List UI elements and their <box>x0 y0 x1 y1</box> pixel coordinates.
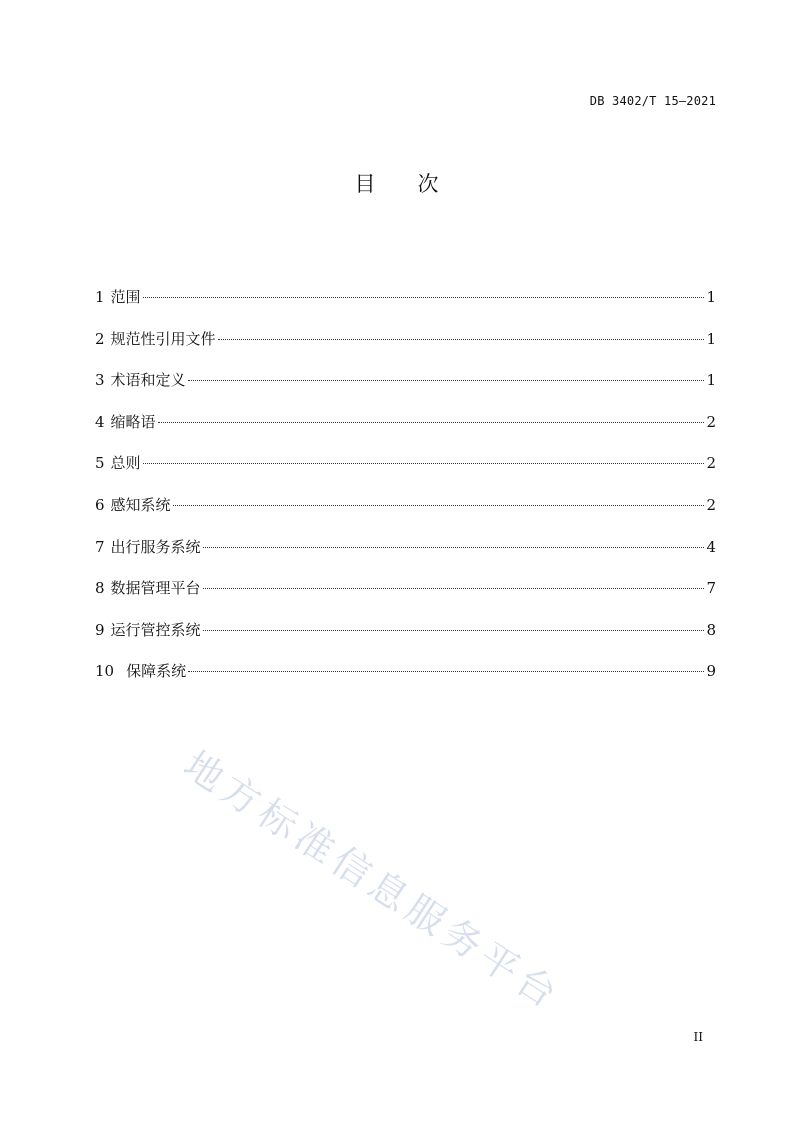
toc-dot-leader <box>188 671 704 672</box>
toc-dot-leader <box>143 297 705 298</box>
toc-dot-leader <box>203 588 705 589</box>
toc-entry-page: 2 <box>706 495 716 514</box>
toc-list <box>95 284 716 700</box>
toc-entry-page: 2 <box>706 412 716 431</box>
toc-entry-label: 范围 <box>110 288 141 306</box>
toc-entry-abbreviations[interactable] <box>95 409 716 451</box>
toc-entry-number: 9 <box>95 620 105 639</box>
toc-entry-scope[interactable] <box>95 284 716 326</box>
toc-entry-number: 3 <box>95 371 105 390</box>
toc-entry-number: 10 <box>95 662 115 681</box>
toc-entry-page: 9 <box>706 662 716 681</box>
toc-entry-number: 8 <box>95 579 105 598</box>
toc-dot-leader <box>143 463 705 464</box>
toc-entry-terms-definitions[interactable] <box>95 367 716 409</box>
toc-entry-page: 1 <box>706 371 716 390</box>
toc-entry-page: 2 <box>706 454 716 473</box>
page-number: II <box>693 1030 703 1044</box>
toc-entry-page: 7 <box>706 579 716 598</box>
toc-entry-support-system[interactable] <box>95 658 716 700</box>
toc-entry-page: 1 <box>706 329 716 348</box>
toc-entry-label: 数据管理平台 <box>110 579 201 598</box>
toc-dot-leader <box>188 380 705 381</box>
toc-entry-general[interactable] <box>95 450 716 492</box>
toc-entry-page: 8 <box>706 620 716 639</box>
toc-entry-number: 1 <box>95 288 105 306</box>
toc-entry-number: 5 <box>95 454 105 473</box>
toc-entry-page: 4 <box>706 537 716 556</box>
toc-dot-leader <box>203 630 705 631</box>
toc-title <box>0 168 793 198</box>
toc-entry-number: 7 <box>95 537 105 556</box>
toc-entry-label: 运行管控系统 <box>110 620 201 639</box>
toc-entry-data-management-platform[interactable] <box>95 575 716 617</box>
toc-entry-label: 感知系统 <box>110 495 171 514</box>
toc-entry-perception-system[interactable] <box>95 492 716 534</box>
toc-entry-label: 出行服务系统 <box>110 537 201 556</box>
toc-title-left: 目 <box>354 172 376 196</box>
watermark: 地方标准信息服务平台 <box>176 742 570 1020</box>
toc-entry-label: 术语和定义 <box>110 371 186 390</box>
toc-dot-leader <box>158 422 705 423</box>
toc-entry-number: 2 <box>95 329 105 348</box>
toc-entry-number: 6 <box>95 495 105 514</box>
toc-entry-label: 规范性引用文件 <box>110 329 216 348</box>
toc-entry-page: 1 <box>706 288 716 306</box>
toc-entry-travel-service-system[interactable] <box>95 534 716 576</box>
toc-dot-leader <box>203 547 705 548</box>
toc-entry-label: 总则 <box>110 454 141 473</box>
document-number: DB 3402/T 15—2021 <box>589 94 716 108</box>
toc-entry-label: 缩略语 <box>110 412 156 431</box>
toc-entry-label: 保障系统 <box>126 662 187 681</box>
toc-dot-leader <box>218 339 705 340</box>
toc-dot-leader <box>173 505 705 506</box>
toc-entry-number: 4 <box>95 412 105 431</box>
toc-title-right: 次 <box>417 172 439 196</box>
toc-entry-operation-control-system[interactable] <box>95 617 716 659</box>
toc-entry-normative-references[interactable] <box>95 326 716 368</box>
